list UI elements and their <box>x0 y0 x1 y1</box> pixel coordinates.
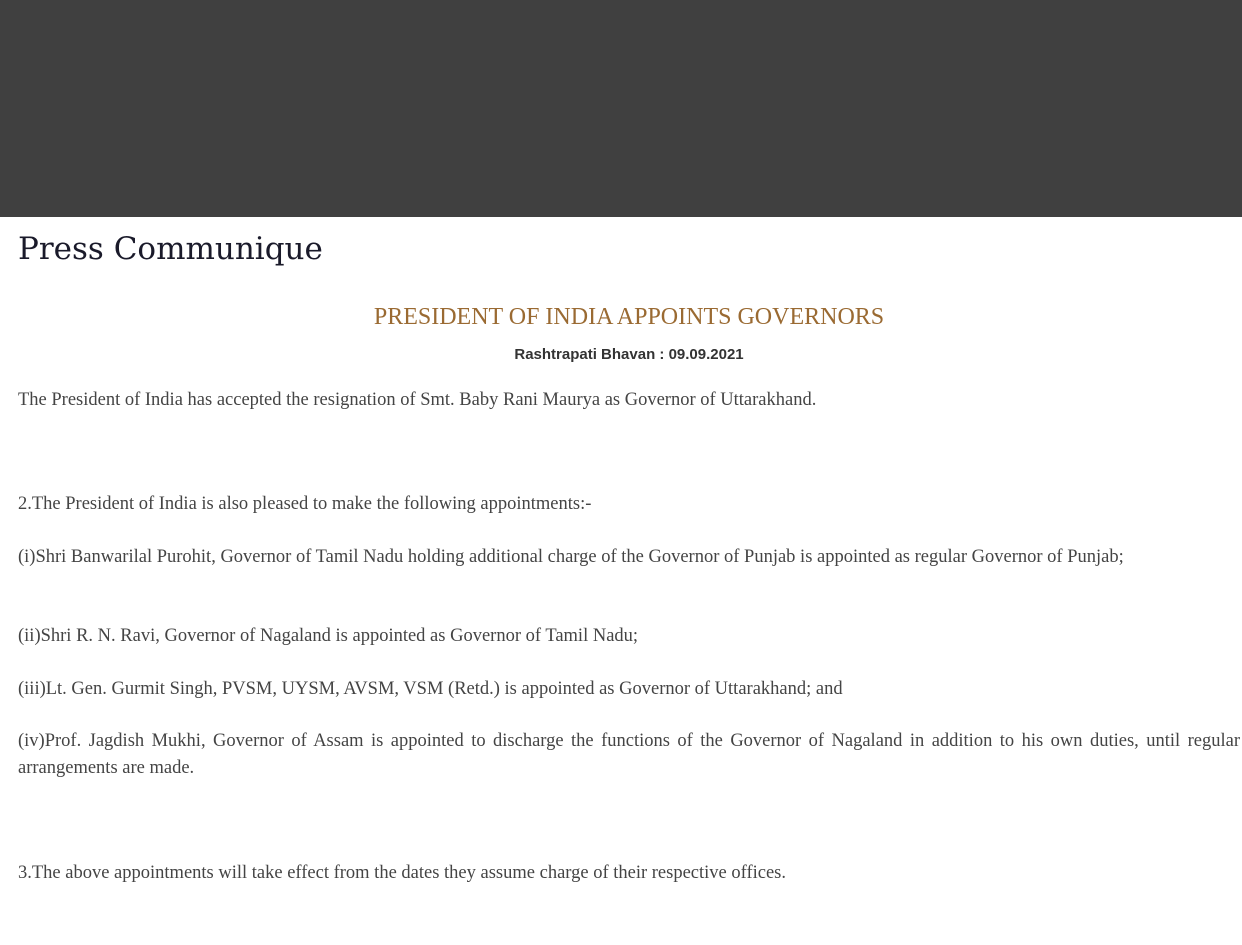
paragraph-appointment-uttarakhand: (iii)Lt. Gen. Gurmit Singh, PVSM, UYSM, AVSM, VSM (Retd.) is appointed as Governor of Uttarakhand; and <box>18 679 843 699</box>
paragraph-appointment-punjab: (i)Shri Banwarilal Purohit, Governor of Tamil Nadu holding additional charge of the Governor of Punjab is appointed as regular Governor of Punjab; <box>18 547 1124 567</box>
paragraph-appointment-tamil-nadu: (ii)Shri R. N. Ravi, Governor of Nagaland is appointed as Governor of Tamil Nadu; <box>18 626 639 646</box>
paragraph-resignation: The President of India has accepted the resignation of Smt. Baby Rani Maurya as Governor of Uttarakhand. <box>18 390 817 410</box>
header-banner <box>0 0 1242 217</box>
paragraph-appointments-intro: 2.The President of India is also pleased to make the following appointments:- <box>18 494 592 514</box>
paragraph-effective-date: 3.The above appointments will take effect from the dates they assume charge of their respective offices. <box>18 863 786 883</box>
paragraph-appointment-nagaland: (iv)Prof. Jagdish Mukhi, Governor of Assam is appointed to discharge the functions of the Governor of Nagaland in addition to his own duties, until regular arrangements are made. <box>18 731 1240 778</box>
press-release <box>0 217 1242 945</box>
release-headline: PRESIDENT OF INDIA APPOINTS GOVERNORS <box>373 304 885 330</box>
release-dateline: Rashtrapati Bhavan : 09.09.2021 <box>514 346 744 363</box>
page-title: Press Communique <box>18 231 323 267</box>
